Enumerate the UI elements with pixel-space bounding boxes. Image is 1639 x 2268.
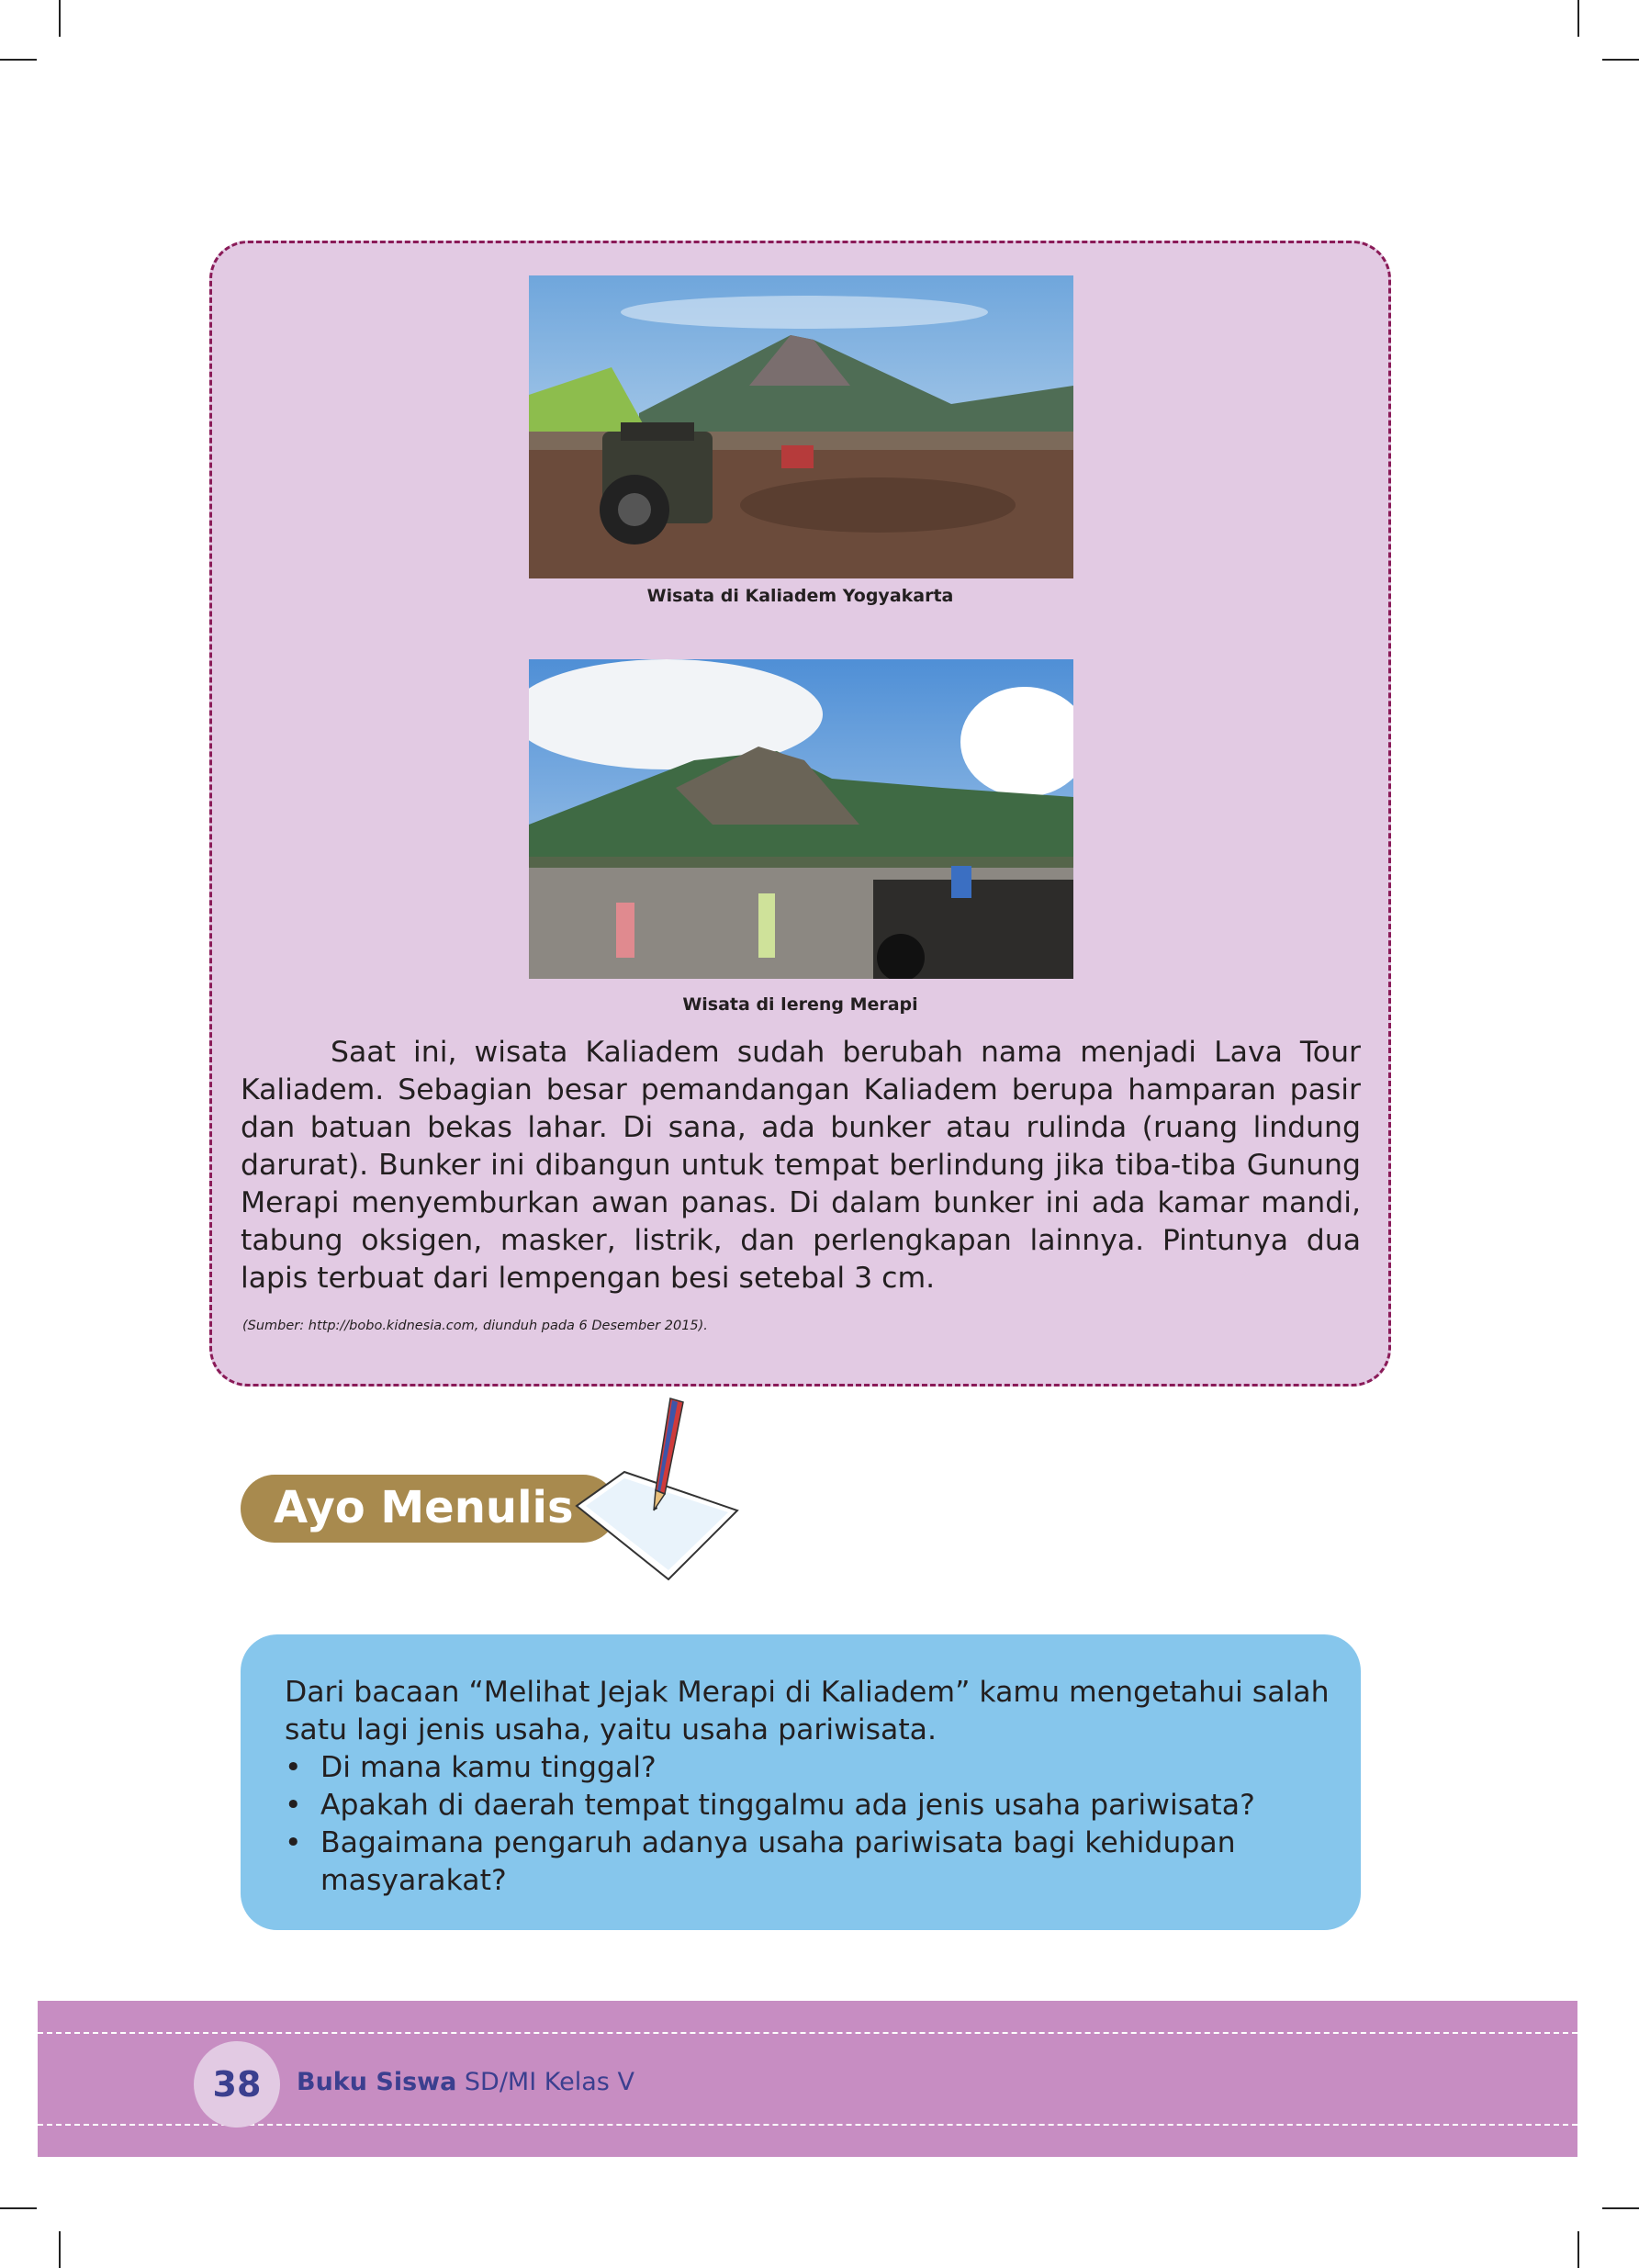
figure-caption: Wisata di Kaliadem Yogyakarta xyxy=(646,586,954,606)
crop-mark xyxy=(1577,2231,1579,2268)
reading-paragraph xyxy=(241,1034,1361,1297)
figure-caption: Wisata di lereng Merapi xyxy=(682,994,918,1015)
jeep-tour-photo xyxy=(529,275,1073,578)
pencil-paper-icon xyxy=(567,1391,742,1584)
source-citation: (Sumber: http://bobo.kidnesia.com, diunduh pada 6 Desember 2015). xyxy=(242,1319,708,1333)
bullet: • xyxy=(285,1751,302,1784)
footer-divider xyxy=(38,2032,1577,2034)
book-name: Buku Siswa xyxy=(297,2068,457,2096)
crop-mark xyxy=(1602,59,1639,61)
crop-mark xyxy=(59,0,61,37)
crop-mark xyxy=(1602,2207,1639,2209)
crop-mark xyxy=(0,2207,37,2209)
footer-book-title xyxy=(297,2068,634,2096)
question-list xyxy=(285,1749,1331,1900)
crop-mark xyxy=(0,59,37,61)
bullet: • xyxy=(285,1789,302,1822)
merapi-slope-photo xyxy=(529,659,1073,979)
footer-divider xyxy=(38,2124,1577,2126)
task-intro: Dari bacaan “Melihat Jejak Merapi di Kaliadem” kamu mengetahui salah satu lagi jenis usaha, yaitu usaha pariwisata. xyxy=(285,1676,1330,1746)
list-item xyxy=(285,1825,1331,1900)
page-number: 38 xyxy=(194,2041,280,2128)
paragraph-text: Saat ini, wisata Kaliadem sudah berubah nama menjadi Lava Tour Kaliadem. Sebagian besar pemandangan Kaliadem berupa hamparan pasir dan batuan bekas lahar. Di sana, ada bunker atau rulinda (ruang lindung darurat). Bunker ini dibangun untuk tempat berlindung jika tiba-tiba Gunung Merapi menyemburkan awan panas. Di dalam bunker ini ada kamar mandi, tabung oksigen, masker, listrik, dan perlengkapan lainnya. Pintunya dua lapis terbuat dari lempengan besi setebal 3 cm. xyxy=(241,1036,1361,1295)
list-item xyxy=(285,1787,1331,1825)
book-level: SD/MI Kelas V xyxy=(456,2068,634,2096)
bullet: • xyxy=(285,1826,302,1859)
section-title: Ayo Menulis xyxy=(274,1482,574,1533)
question-text: Bagaimana pengaruh adanya usaha pariwisata bagi kehidupan masyarakat? xyxy=(320,1826,1236,1897)
crop-mark xyxy=(59,2231,61,2268)
question-text: Apakah di daerah tempat tinggalmu ada jenis usaha pariwisata? xyxy=(320,1789,1255,1822)
list-item xyxy=(285,1749,1331,1787)
task-content xyxy=(285,1674,1331,1900)
question-text: Di mana kamu tinggal? xyxy=(320,1751,657,1784)
crop-mark xyxy=(1577,0,1579,37)
